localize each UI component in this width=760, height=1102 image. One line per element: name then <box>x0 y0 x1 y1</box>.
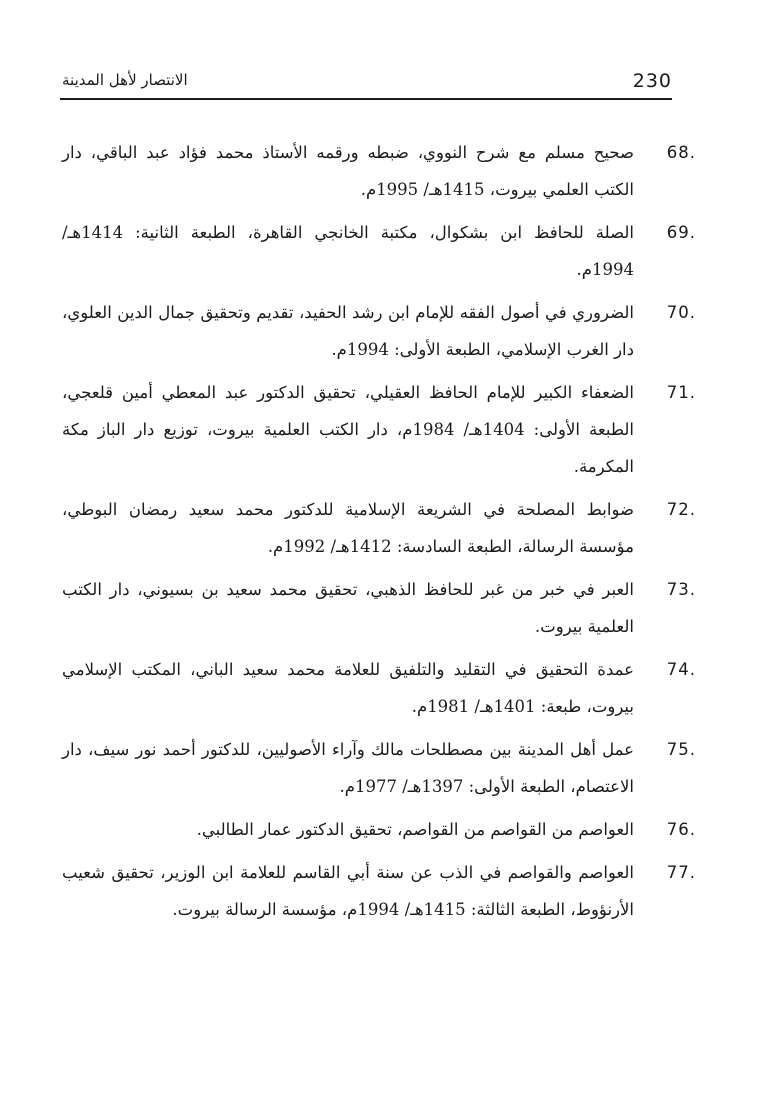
entry-text: صحيح مسلم مع شرح النووي، ضبطه ورقمه الأستاذ محمد فؤاد عبد الباقي، دار الكتب العلمي بيروت، 1415هـ/ 1995م. <box>62 143 634 199</box>
bibliography-entry <box>62 214 696 288</box>
entry-number: 68. <box>666 143 696 162</box>
bibliography-entry <box>62 491 696 565</box>
entry-number: 70. <box>666 303 696 322</box>
entry-text: عمدة التحقيق في التقليد والتلفيق للعلامة محمد سعيد الباني، المكتب الإسلامي بيروت، طبعة: 1401هـ/ 1981م. <box>62 660 634 716</box>
running-title: الانتصار لأهل المدينة <box>62 71 188 89</box>
bibliography-entry <box>62 854 696 928</box>
entry-text: العواصم من القواصم من القواصم، تحقيق الدكتور عمار الطالبي. <box>196 820 634 839</box>
bibliography-list <box>62 134 696 934</box>
entry-text: عمل أهل المدينة بين مصطلحات مالك وآراء الأصوليين، للدكتور أحمد نور سيف، دار الاعتصام، الطبعة الأولى: 1397هـ/ 1977م. <box>62 740 634 796</box>
entry-number: 77. <box>666 863 696 882</box>
entry-text: الضروري في أصول الفقه للإمام ابن رشد الحفيد، تقديم وتحقيق جمال الدين العلوي، دار الغرب الإسلامي، الطبعة الأولى: 1994م. <box>62 303 634 359</box>
bibliography-entry <box>62 811 696 848</box>
entry-number: 76. <box>666 820 696 839</box>
page-header <box>60 72 672 100</box>
page-number: 230 <box>632 70 672 92</box>
entry-number: 74. <box>666 660 696 679</box>
bibliography-entry <box>62 374 696 485</box>
bibliography-entry <box>62 651 696 725</box>
bibliography-entry <box>62 134 696 208</box>
entry-text: ضوابط المصلحة في الشريعة الإسلامية للدكتور محمد سعيد رمضان البوطي، مؤسسة الرسالة، الطبعة السادسة: 1412هـ/ 1992م. <box>62 500 634 556</box>
entry-number: 73. <box>666 580 696 599</box>
bibliography-entry <box>62 571 696 645</box>
bibliography-entry <box>62 294 696 368</box>
entry-text: الصلة للحافظ ابن بشكوال، مكتبة الخانجي القاهرة، الطبعة الثانية: 1414هـ/ 1994م. <box>62 223 634 279</box>
entry-text: العواصم والقواصم في الذب عن سنة أبي القاسم للعلامة ابن الوزير، تحقيق شعيب الأرنؤوط، الطبعة الثالثة: 1415هـ/ 1994م، مؤسسة الرسالة بيروت. <box>62 863 634 919</box>
entry-number: 71. <box>666 383 696 402</box>
entry-number: 72. <box>666 500 696 519</box>
entry-text: العبر في خبر من غبر للحافظ الذهبي، تحقيق محمد سعيد بن بسيوني، دار الكتب العلمية بيروت. <box>62 580 634 636</box>
entry-text: الضعفاء الكبير للإمام الحافظ العقيلي، تحقيق الدكتور عبد المعطي أمين قلعجي، الطبعة الأولى: 1404هـ/ 1984م، دار الكتب العلمية بيروت، توزيع دار الباز مكة المكرمة. <box>62 383 634 476</box>
bibliography-entry <box>62 731 696 805</box>
entry-number: 75. <box>666 740 696 759</box>
entry-number: 69. <box>666 223 696 242</box>
